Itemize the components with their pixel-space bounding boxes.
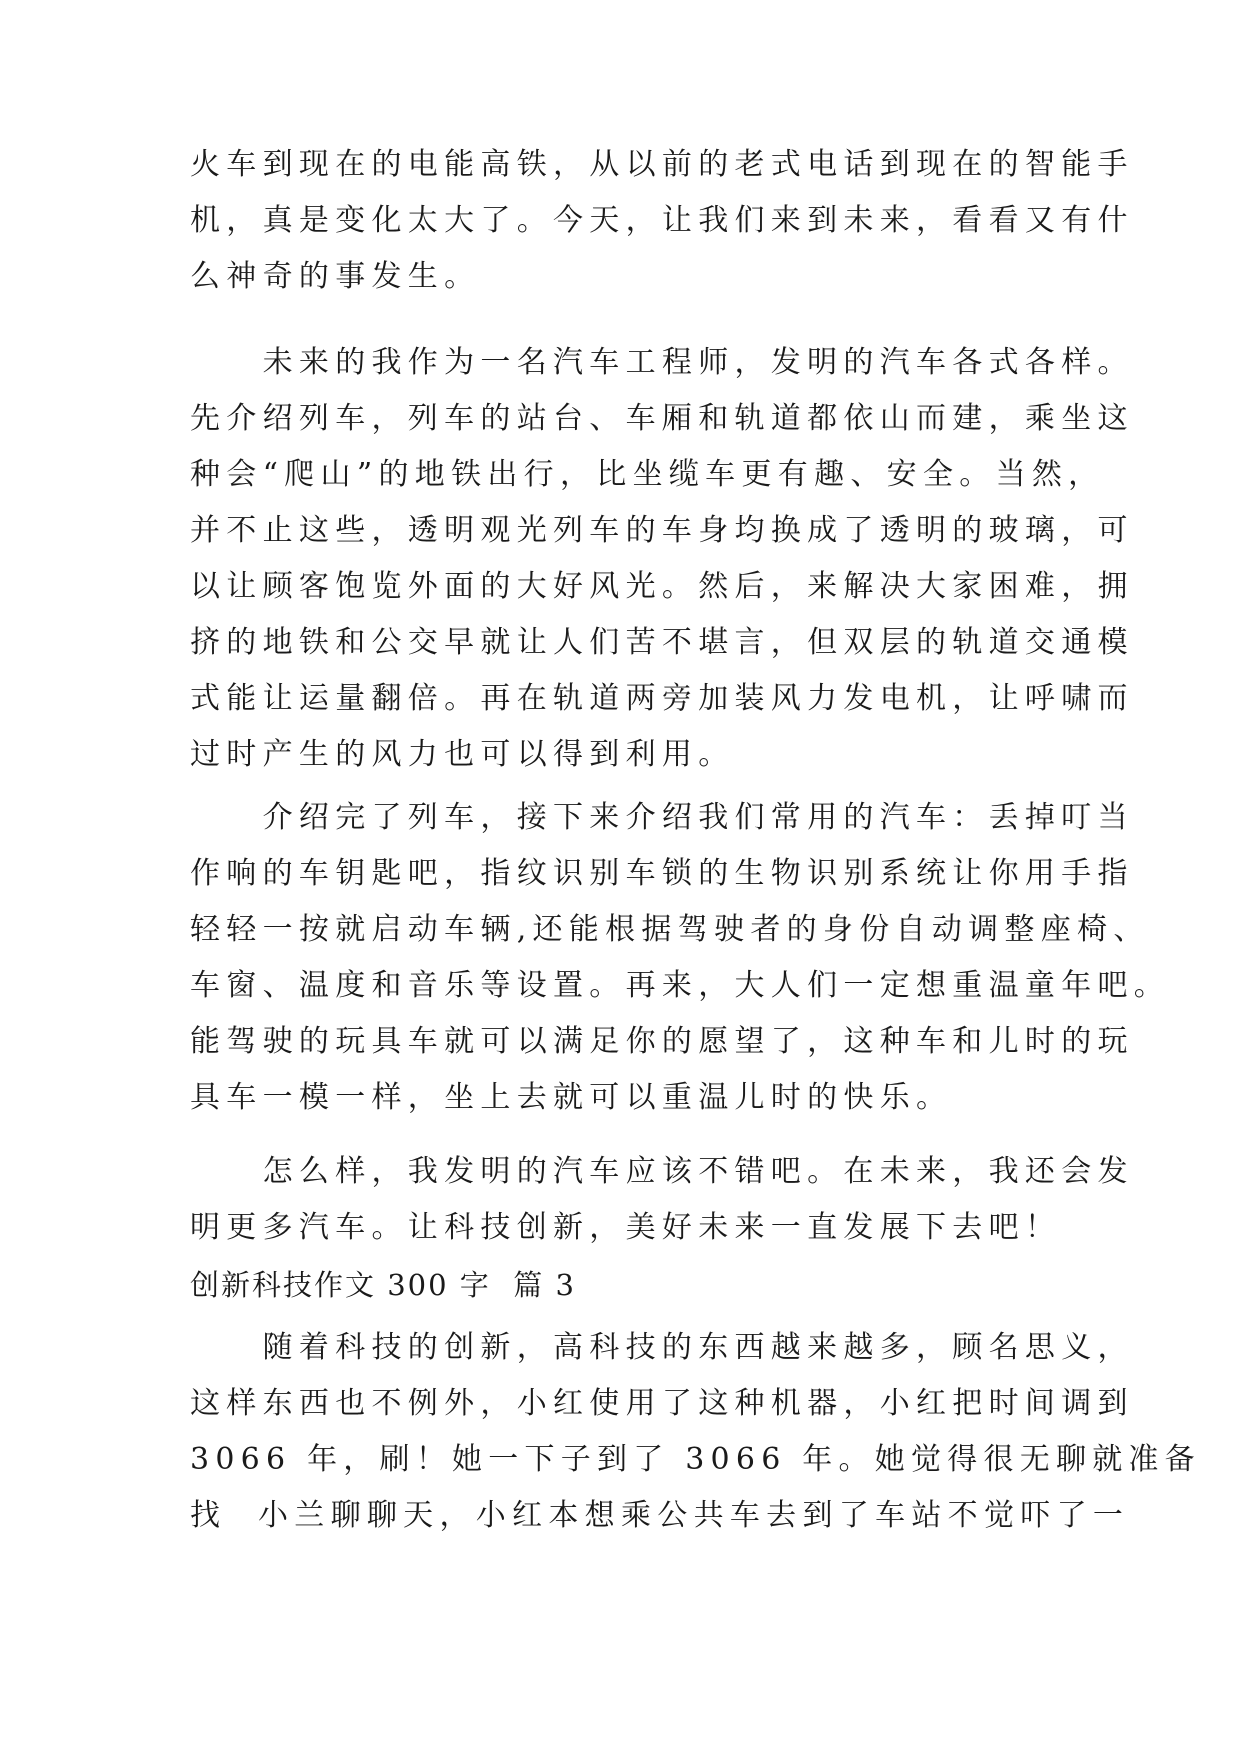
text-line: 3066 年，刷！她一下子到了 3066 年。她觉得很无聊就准备 (190, 1442, 1201, 1477)
text-line: 先介绍列车，列车的站台、车厢和轨道都依山而建，乘坐这 (190, 401, 1134, 436)
text-line: 随着科技的创新，高科技的东西越来越多，顾名思义， (190, 1330, 1134, 1365)
text-line: 具车一模一样，坐上去就可以重温儿时的快乐。 (190, 1080, 953, 1115)
section-heading: 创新科技作文 300 字 篇 3 (190, 1268, 576, 1302)
text-line: 找 小兰聊聊天，小红本想乘公共车去到了车站不觉吓了一 (190, 1498, 1130, 1533)
text-line: 介绍完了列车，接下来介绍我们常用的汽车：丢掉叮当 (190, 800, 1134, 835)
text-line: 并不止这些，透明观光列车的车身均换成了透明的玻璃，可 (190, 513, 1134, 548)
text-line: 以让顾客饱览外面的大好风光。然后，来解决大家困难，拥 (190, 569, 1134, 604)
text-line: 种会“爬山”的地铁出行，比坐缆车更有趣、安全。当然， (190, 457, 1105, 492)
text-line: 过时产生的风力也可以得到利用。 (190, 737, 735, 772)
text-line: 式能让运量翻倍。再在轨道两旁加装风力发电机，让呼啸而 (190, 681, 1134, 716)
text-line: 怎么样，我发明的汽车应该不错吧。在未来，我还会发 (190, 1154, 1134, 1189)
text-line: 挤的地铁和公交早就让人们苦不堪言，但双层的轨道交通模 (190, 625, 1134, 660)
text-line: 轻轻一按就启动车辆,还能根据驾驶者的身份自动调整座椅、 (190, 912, 1150, 947)
text-line: 这样东西也不例外，小红使用了这种机器，小红把时间调到 (190, 1386, 1134, 1421)
text-line: 能驾驶的玩具车就可以满足你的愿望了，这种车和儿时的玩 (190, 1024, 1134, 1059)
text-line: 明更多汽车。让科技创新，美好未来一直发展下去吧！ (190, 1210, 1062, 1245)
text-line: 么神奇的事发生。 (190, 259, 481, 294)
text-line: 火车到现在的电能高铁，从以前的老式电话到现在的智能手 (190, 147, 1134, 182)
text-line: 车窗、温度和音乐等设置。再来，大人们一定想重温童年吧。 (190, 968, 1171, 1003)
text-line: 机，真是变化太大了。今天，让我们来到未来，看看又有什 (190, 203, 1134, 238)
text-line: 未来的我作为一名汽车工程师，发明的汽车各式各样。 (190, 345, 1134, 380)
text-line: 作响的车钥匙吧，指纹识别车锁的生物识别系统让你用手指 (190, 856, 1134, 891)
